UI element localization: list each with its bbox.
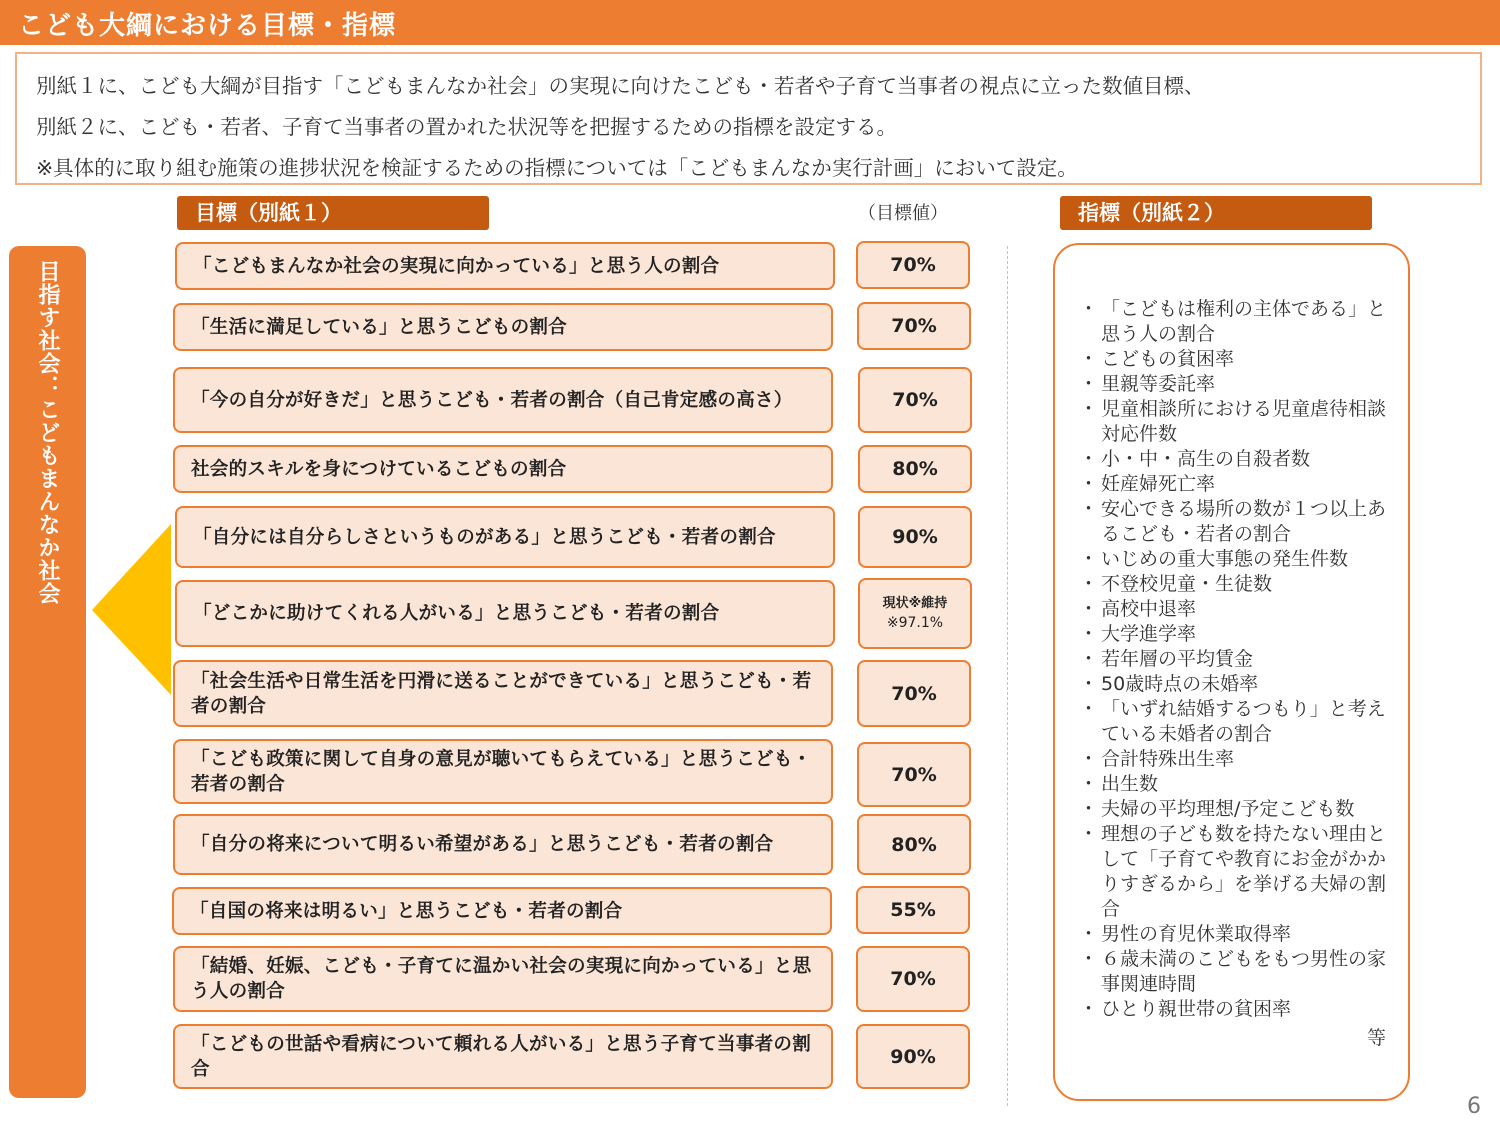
- indicator-item: ・ 安心できる場所の数が１つ以上あるこども・若者の割合: [1085, 497, 1401, 547]
- goal-value-text: 70%: [891, 763, 937, 786]
- goal-item: [172, 887, 832, 935]
- intro-box: [15, 52, 1482, 185]
- goal-text: 「こどもまんなか社会の実現に向かっている」と思う人の割合: [193, 255, 720, 277]
- goal-value: [858, 445, 972, 493]
- goal-value: [858, 367, 972, 433]
- goal-value: [856, 946, 970, 1012]
- goal-value: [857, 660, 971, 727]
- goal-text: 「どこかに助けてくれる人がいる」と思うこども・若者の割合: [193, 603, 720, 624]
- goal-value: [856, 1024, 970, 1089]
- indicator-item: ・ こどもの貧困率: [1085, 347, 1401, 372]
- goal-text: 社会的スキルを身につけているこどもの割合: [191, 458, 567, 480]
- goal-item: [173, 1024, 833, 1089]
- goal-value-text: 現状※維持: [882, 595, 948, 611]
- indicator-list: [1085, 297, 1401, 1022]
- goal-item: [175, 242, 835, 290]
- goal-text: 「こども政策に関して自身の意見が聴いてもらえている」と思うこども・若者の割合: [191, 748, 812, 795]
- intro-line-3: ※具体的に取り組む施策の進捗状況を検証するための指標については「こどもまんなか実行計画」において設定。: [36, 156, 1078, 180]
- indicator-item: ・ 男性の育児休業取得率: [1085, 922, 1401, 947]
- indicator-item: ・ 不登校児童・生徒数: [1085, 572, 1401, 597]
- indicators-etc: 等: [1367, 1027, 1387, 1049]
- goal-text: 「生活に満足している」と思うこどもの割合: [191, 316, 568, 338]
- goal-value: [857, 302, 971, 350]
- indicator-item: ・ 50歳時点の未婚率: [1085, 672, 1401, 697]
- goal-value-text: 80%: [892, 458, 938, 480]
- indicator-item: ・ 合計特殊出生率: [1085, 747, 1401, 772]
- goal-value: [856, 886, 970, 934]
- column-divider: [1007, 246, 1008, 1106]
- goal-item: [173, 660, 833, 727]
- indicators-header: 指標（別紙２）: [1060, 196, 1372, 230]
- goal-value-text: 90%: [892, 526, 938, 548]
- goal-item: [175, 580, 835, 647]
- goal-value-text: 70%: [891, 315, 937, 337]
- goal-text: 「社会生活や日常生活を円滑に送ることができている」と思うこども・若者の割合: [191, 670, 812, 717]
- goal-value-note: ※97.1%: [886, 614, 944, 631]
- goal-value: [857, 742, 971, 807]
- target-society-text: 目指す社会：こどもまんなか社会: [35, 260, 60, 605]
- arrow-triangle: [92, 524, 172, 696]
- indicator-item: ・ 妊産婦死亡率: [1085, 472, 1401, 497]
- indicator-item: ・ 児童相談所における児童虐待相談対応件数: [1085, 397, 1401, 447]
- indicator-item: ・ 夫婦の平均理想/予定こども数: [1085, 797, 1401, 822]
- goal-item: [173, 946, 833, 1012]
- goal-item: [173, 739, 833, 804]
- indicator-item: ・ 大学進学率: [1085, 622, 1401, 647]
- goals-header: 目標（別紙１）: [177, 196, 489, 230]
- goal-text: 「自分には自分らしさというものがある」と思うこども・若者の割合: [193, 526, 776, 548]
- title-bar: [0, 0, 1500, 45]
- page-number: 6: [1467, 1094, 1481, 1119]
- goal-text: 「結婚、妊娠、こども・子育てに温かい社会の実現に向かっている」と思う人の割合: [191, 956, 812, 1002]
- goal-value-text: 70%: [890, 254, 936, 276]
- target-society-label: [9, 246, 86, 1098]
- indicator-item: ・ 出生数: [1085, 772, 1401, 797]
- indicators-box: [1053, 243, 1410, 1101]
- indicator-item: ・ 「こどもは権利の主体である」と思う人の割合: [1085, 297, 1401, 347]
- value-header: （目標値）: [858, 203, 948, 224]
- goal-value-text: 70%: [892, 389, 938, 411]
- goal-value-text: 70%: [891, 682, 937, 705]
- goal-text: 「こどもの世話や看病について頼れる人がいる」と思う子育て当事者の割合: [191, 1033, 812, 1080]
- indicator-item: ・ 高校中退率: [1085, 597, 1401, 622]
- goal-value: [857, 814, 971, 875]
- indicator-item: ・ 小・中・高生の自殺者数: [1085, 447, 1401, 472]
- indicator-item: ・ 若年層の平均賃金: [1085, 647, 1401, 672]
- goal-text: 「今の自分が好きだ」と思うこども・若者の割合（自己肯定感の高さ）: [191, 389, 793, 411]
- indicator-item: ・ ６歳未満のこどもをもつ男性の家事関連時間: [1085, 947, 1401, 997]
- goal-value: [858, 506, 972, 568]
- goal-text: 「自分の将来について明るい希望がある」と思うこども・若者の割合: [191, 834, 774, 855]
- goal-item: [173, 814, 833, 875]
- indicator-item: ・ 理想の子ども数を持たない理由として「子育てや教育にお金がかかりすぎるから」を挙げる夫婦の割合: [1085, 822, 1401, 922]
- goal-value: [858, 578, 972, 649]
- goal-item: [173, 367, 833, 433]
- goal-item: [173, 445, 833, 493]
- goal-value-text: 90%: [890, 1045, 936, 1068]
- indicator-item: ・ 里親等委託率: [1085, 372, 1401, 397]
- goal-value-text: 55%: [890, 899, 936, 921]
- goal-item: [175, 506, 835, 568]
- goal-text: 「自国の将来は明るい」と思うこども・若者の割合: [190, 900, 623, 922]
- goal-value: [856, 241, 970, 289]
- intro-line-2: 別紙２に、こども・若者、子育て当事者の置かれた状況等を把握するための指標を設定する。: [36, 115, 897, 139]
- goal-value-text: 80%: [891, 833, 937, 856]
- indicator-item: ・ いじめの重大事態の発生件数: [1085, 547, 1401, 572]
- page-title: こども大綱における目標・指標: [18, 11, 397, 41]
- intro-line-1: 別紙１に、こども大綱が目指す「こどもまんなか社会」の実現に向けたこども・若者や子育て当事者の視点に立った数値目標、: [36, 74, 1205, 98]
- goal-value-text: 70%: [890, 968, 936, 990]
- arrow-shape: [92, 524, 171, 695]
- indicator-item: ・ 「いずれ結婚するつもり」と考えている未婚者の割合: [1085, 697, 1401, 747]
- indicator-item: ・ ひとり親世帯の貧困率: [1085, 997, 1401, 1022]
- goal-item: [173, 303, 833, 351]
